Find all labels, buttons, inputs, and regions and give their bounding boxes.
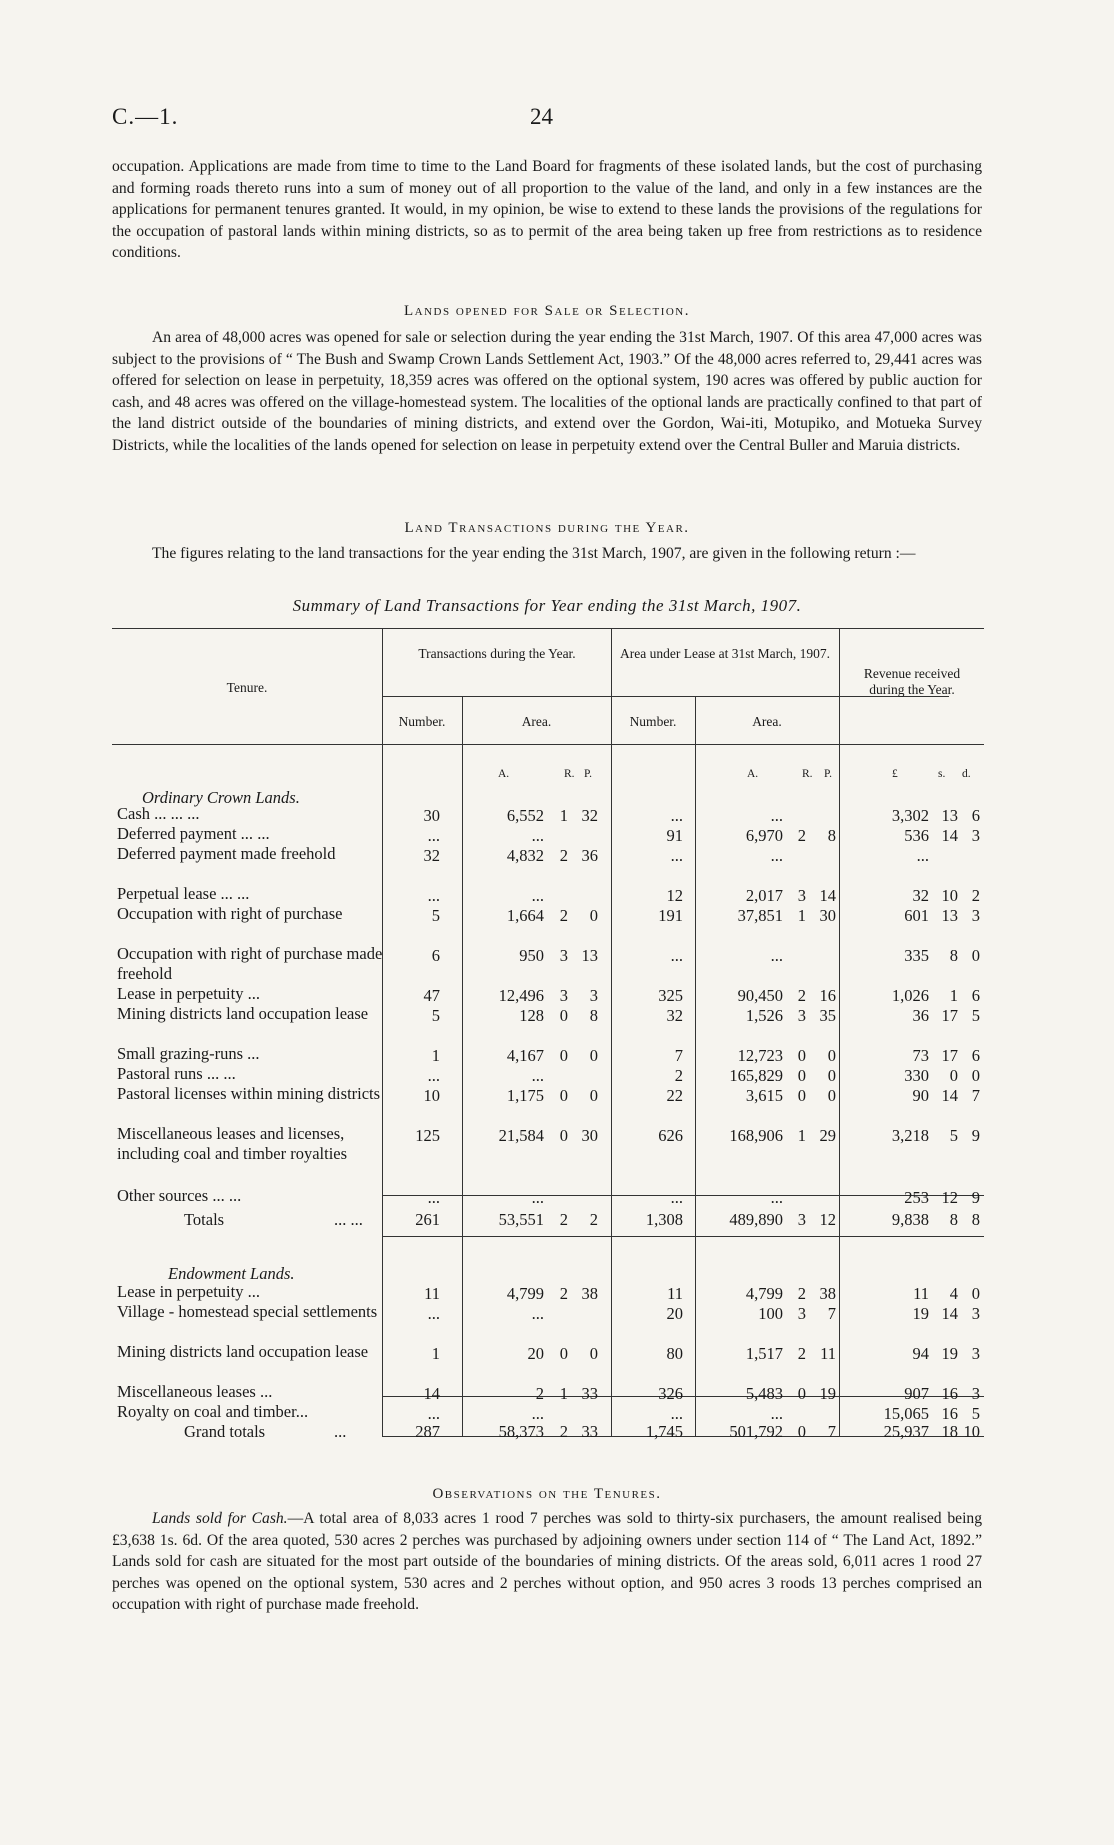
observations-lead: Lands sold for Cash. — [152, 1510, 288, 1527]
row-label-text: Mining districts land occupation lease — [117, 1342, 369, 1361]
row-leader-dots: ... ... ... — [150, 804, 200, 823]
row-label-text: Lease in perpetuity — [117, 1282, 244, 1301]
row-label — [117, 1124, 387, 1163]
cell-l-p: 29 — [819, 1126, 836, 1145]
cell-t-area: ... — [531, 1066, 544, 1085]
cell-rev-d: 8 — [971, 1210, 980, 1229]
cell-rev-l: 335 — [904, 946, 929, 965]
cell-l-area: 1,526 — [745, 1006, 783, 1025]
cell-rev-l: 73 — [912, 1046, 929, 1065]
cell-rev-s: 16 — [941, 1384, 958, 1403]
row-label-text: Pastoral runs — [117, 1064, 203, 1083]
row-label-text: Other sources — [117, 1186, 209, 1205]
cell-rev-s: 14 — [941, 1086, 958, 1105]
cell-l-r: 0 — [797, 1384, 806, 1403]
row-label — [117, 984, 387, 1004]
cell-t-num: 30 — [423, 806, 440, 825]
unit-t-p: P. — [584, 768, 592, 780]
cell-l-area: ... — [770, 1188, 783, 1207]
row-label-text: Miscellaneous leases and licenses, including coal and timber royalties — [117, 1124, 348, 1163]
series-label: C.—1. — [112, 104, 179, 129]
section-endowment-lands: Endowment Lands. — [168, 1264, 295, 1283]
row-label-text: Occupation with right of purchase — [117, 904, 343, 923]
row-leader-dots: ... — [253, 824, 270, 843]
cell-t-num: ... — [427, 1304, 440, 1323]
cell-rev-d: 2 — [971, 886, 980, 905]
row-label-text: Miscellaneous leases — [117, 1382, 256, 1401]
cell-l-area: 100 — [758, 1304, 783, 1323]
row-label — [117, 1402, 387, 1422]
row-label — [117, 844, 387, 864]
cell-t-num: 5 — [431, 906, 440, 925]
cell-t-r: 0 — [559, 1086, 568, 1105]
cell-rev-l: 536 — [904, 826, 929, 845]
cell-rev-d: 9 — [971, 1188, 980, 1207]
cell-l-area: 3,615 — [745, 1086, 783, 1105]
cell-l-p: 12 — [819, 1210, 836, 1229]
cell-l-area: ... — [770, 806, 783, 825]
cell-t-num: 287 — [415, 1422, 440, 1441]
cell-rev-s: 13 — [941, 806, 958, 825]
cell-l-num: ... — [670, 846, 683, 865]
cell-l-p: 16 — [819, 986, 836, 1005]
cell-t-r: 2 — [559, 906, 568, 925]
table-header-rule — [112, 744, 984, 745]
row-label — [117, 1044, 387, 1064]
unit-shillings: s. — [938, 768, 946, 780]
row-leader-dots: ... ... — [208, 1186, 242, 1205]
cell-rev-l: 907 — [904, 1384, 929, 1403]
row-leader-dots: ... ... — [202, 1064, 236, 1083]
row-leader-dots: ... ... — [216, 884, 250, 903]
cell-t-r: 0 — [559, 1046, 568, 1065]
summary-table — [112, 628, 984, 1458]
cell-l-r: 2 — [797, 1344, 806, 1363]
cell-l-r: 2 — [797, 826, 806, 845]
cell-t-r: 0 — [559, 1126, 568, 1145]
row-label-text: Pastoral licenses within mining districts — [117, 1084, 381, 1103]
cell-t-area: 950 — [519, 946, 544, 965]
cell-t-area: ... — [531, 1188, 544, 1207]
cell-l-p: 7 — [827, 1304, 836, 1323]
cell-t-r: 2 — [559, 1422, 568, 1441]
cell-l-r: 2 — [797, 1284, 806, 1303]
header-tenure: Tenure. — [226, 680, 268, 695]
row-label-text: Deferred payment ... — [117, 824, 254, 843]
heading-land-transactions: Land Transactions during the Year. — [404, 520, 690, 536]
cell-l-area: 37,851 — [737, 906, 783, 925]
row-label — [117, 1342, 387, 1362]
cell-rev-l: 3,302 — [891, 806, 929, 825]
unit-l-r: R. — [802, 768, 813, 780]
cell-t-r: 3 — [559, 986, 568, 1005]
cell-l-r: 3 — [797, 1210, 806, 1229]
cell-l-num: 11 — [667, 1284, 683, 1303]
cell-rev-l: 9,838 — [891, 1210, 929, 1229]
cell-l-num: 326 — [658, 1384, 683, 1403]
row-label-text: Village - homestead special settlements — [117, 1302, 378, 1321]
cell-l-area: ... — [770, 1404, 783, 1423]
cell-rev-s: 17 — [941, 1006, 958, 1025]
cell-l-num: 80 — [666, 1344, 683, 1363]
unit-l-a: A. — [747, 768, 759, 780]
cell-t-num: 1 — [431, 1046, 440, 1065]
cell-t-p: 0 — [589, 1086, 598, 1105]
cell-t-area: ... — [531, 886, 544, 905]
cell-l-p: 7 — [827, 1422, 836, 1441]
cell-l-r: 3 — [797, 886, 806, 905]
cell-rev-d: 0 — [971, 946, 980, 965]
cell-rev-d: 6 — [971, 1046, 980, 1065]
cell-l-r: 1 — [797, 1126, 806, 1145]
totals-label: Totals — [184, 1210, 225, 1229]
cell-t-num: ... — [427, 1404, 440, 1423]
header-lease: Area under Lease at 31st March, 1907. — [620, 646, 830, 661]
cell-rev-l: 3,218 — [891, 1126, 929, 1145]
cell-l-num: 22 — [666, 1086, 683, 1105]
cell-rev-s: 19 — [941, 1344, 958, 1363]
cell-l-num: 325 — [658, 986, 683, 1005]
cell-rev-d: 3 — [971, 906, 980, 925]
cell-l-num: 2 — [674, 1066, 683, 1085]
totals-dots: ... ... — [334, 1210, 363, 1229]
cell-rev-l: 32 — [912, 886, 929, 905]
table-caption: Summary of Land Transactions for Year ending the 31st March, 1907. — [292, 596, 802, 615]
cell-t-num: ... — [427, 1188, 440, 1207]
cell-t-p: 33 — [581, 1422, 598, 1441]
cell-rev-d: 3 — [971, 1304, 980, 1323]
cell-l-r: 0 — [797, 1066, 806, 1085]
header-transactions: Transactions during the Year. — [418, 646, 576, 661]
cell-t-num: 32 — [423, 846, 440, 865]
section-crown-lands: Ordinary Crown Lands. — [142, 788, 300, 807]
cell-l-area: 90,450 — [737, 986, 783, 1005]
intro-text: occupation. Applications are made from time to time to the Land Board for fragments of these isolated lands, but the cost of purchasing and forming roads thereto runs into a sum of money out of all proportion to the value of the land, and only in a few instances are the applications for permanent tenures granted. It would, in my opinion, be wise to extend to these lands the provisions of the regulations for the occupation of pastoral lands within mining districts, so as to permit of the area being taken up free from restrictions as to residence conditions. — [112, 158, 982, 262]
cell-t-area: 12,496 — [498, 986, 544, 1005]
cell-rev-s: 14 — [941, 1304, 958, 1323]
row-label-text: Occupation with right of purchase made freehold — [117, 944, 383, 983]
cell-l-p: 0 — [827, 1046, 836, 1065]
grand-totals-dots: ... — [334, 1422, 347, 1441]
cell-rev-s: 8 — [949, 946, 958, 965]
row-leader-dots: ... — [255, 1382, 273, 1401]
cell-rev-l: 25,937 — [883, 1422, 929, 1441]
row-label-text: Deferred payment made freehold — [117, 844, 336, 863]
cell-rev-l: 90 — [912, 1086, 929, 1105]
cell-l-num: 20 — [666, 1304, 683, 1323]
unit-pounds: £ — [892, 768, 898, 780]
row-label — [117, 1282, 387, 1302]
cell-t-area: ... — [531, 1304, 544, 1323]
header-t-area: Area. — [521, 714, 552, 729]
cell-l-area: ... — [770, 846, 783, 865]
heading-lands-opened: Lands opened for Sale or Selection. — [403, 303, 690, 319]
cell-l-p: 14 — [819, 886, 836, 905]
unit-t-r: R. — [564, 768, 575, 780]
cell-t-r: 2 — [559, 846, 568, 865]
unit-pence: d. — [962, 768, 971, 780]
unit-t-a: A. — [498, 768, 510, 780]
cell-t-p: 0 — [589, 906, 598, 925]
cell-t-area: 4,832 — [506, 846, 544, 865]
cell-t-area: ... — [531, 826, 544, 845]
cell-rev-l: 15,065 — [883, 1404, 929, 1423]
cell-rev-d: 3 — [971, 1384, 980, 1403]
cell-rev-l: 601 — [904, 906, 929, 925]
cell-l-area: 1,517 — [745, 1344, 783, 1363]
cell-rev-s: 0 — [949, 1066, 958, 1085]
row-label — [117, 904, 387, 924]
cell-l-num: 32 — [666, 1006, 683, 1025]
cell-rev-d: 0 — [971, 1284, 980, 1303]
cell-l-num: 191 — [658, 906, 683, 925]
cell-l-p: 8 — [827, 826, 836, 845]
cell-rev-s: 12 — [941, 1188, 958, 1207]
cell-rev-s: 16 — [941, 1404, 958, 1423]
row-label-text: Cash — [117, 804, 150, 823]
cell-l-r: 0 — [797, 1046, 806, 1065]
cell-t-num: 10 — [423, 1086, 440, 1105]
cell-t-area: 4,167 — [506, 1046, 544, 1065]
observations-paragraph — [112, 1508, 982, 1616]
cell-l-area: 4,799 — [745, 1284, 783, 1303]
cell-rev-s: 18 — [941, 1422, 958, 1441]
cell-t-area: 128 — [519, 1006, 544, 1025]
lands-opened-text: An area of 48,000 acres was opened for sale or selection during the year ending the 31st March, 1907. Of this area 47,000 acres was subject to the provisions of “ The Bush and Swamp Crown Lands Settlement Act, 1903.” Of the 48,000 acres referred to, 29,441 acres was offered for selection on lease in perpetuity, 18,359 acres was offered on the optional system, 190 acres was offered by public auction for cash, and 48 acres was offered on the village-homestead system. The localities of the optional lands are practically confined to that part of the land district outside of the boundaries of mining districts, and extend over the Gordon, Wai-iti, Motupiko, and Motueka Survey Districts, while the localities of the lands opened for selection on lease in perpetuity extend over the Central Buller and Maruia districts. — [112, 329, 982, 454]
cell-t-r: 0 — [559, 1344, 568, 1363]
cell-l-num: 1,745 — [645, 1422, 683, 1441]
cell-t-num: 261 — [415, 1210, 440, 1229]
cell-t-num: 6 — [431, 946, 440, 965]
cell-t-r: 0 — [559, 1006, 568, 1025]
row-label-text: Perpetual lease — [117, 884, 217, 903]
row-label-text: Mining districts land occupation lease — [117, 1004, 369, 1023]
land-transactions-paragraph — [112, 543, 982, 565]
cell-l-area: 2,017 — [745, 886, 783, 905]
lands-opened-paragraph — [112, 327, 982, 457]
cell-l-num: 7 — [674, 1046, 683, 1065]
cell-rev-d: 9 — [971, 1126, 980, 1145]
cell-t-area: 1,175 — [506, 1086, 544, 1105]
cell-t-num: 1 — [431, 1344, 440, 1363]
cell-rev-d: 5 — [971, 1006, 980, 1025]
cell-rev-l: 19 — [912, 1304, 929, 1323]
cell-t-num: ... — [427, 826, 440, 845]
row-label-text: Royalty on coal and timber... — [117, 1402, 309, 1421]
cell-t-p: 36 — [581, 846, 598, 865]
intro-paragraph — [112, 156, 982, 264]
cell-t-area: 1,664 — [506, 906, 544, 925]
header-t-number: Number. — [398, 714, 446, 729]
cell-rev-d: 7 — [971, 1086, 980, 1105]
cell-l-num: ... — [670, 946, 683, 965]
totals-rule-bottom — [382, 1236, 984, 1237]
cell-t-r: 3 — [559, 946, 568, 965]
cell-l-num: 1,308 — [645, 1210, 683, 1229]
cell-rev-l: 36 — [912, 1006, 929, 1025]
cell-rev-d: 6 — [971, 806, 980, 825]
cell-l-r: 3 — [797, 1304, 806, 1323]
cell-t-r: 1 — [559, 1384, 568, 1403]
row-label — [117, 824, 387, 844]
cell-l-num: ... — [670, 806, 683, 825]
cell-l-area: 168,906 — [729, 1126, 783, 1145]
row-leader-dots: ... — [243, 984, 260, 1003]
cell-rev-l: 94 — [912, 1344, 929, 1363]
cell-rev-s: 8 — [949, 1210, 958, 1229]
cell-t-area: 2 — [535, 1384, 544, 1403]
header-revenue: Revenue received during the Year. — [863, 666, 961, 697]
cell-t-r: 2 — [559, 1210, 568, 1229]
row-label — [117, 1382, 387, 1402]
cell-t-area: 4,799 — [506, 1284, 544, 1303]
land-transactions-text: The figures relating to the land transactions for the year ending the 31st March, 1907, are given in the following return :— — [152, 545, 916, 562]
row-label — [117, 884, 387, 904]
cell-rev-s: 4 — [949, 1284, 958, 1303]
cell-t-num: 14 — [423, 1384, 440, 1403]
cell-t-r: 1 — [559, 806, 568, 825]
cell-rev-s: 10 — [941, 886, 958, 905]
cell-t-num: 5 — [431, 1006, 440, 1025]
header-l-area: Area. — [752, 714, 782, 729]
cell-l-area: ... — [770, 946, 783, 965]
cell-rev-l: 253 — [904, 1188, 929, 1207]
cell-rev-l: 1,026 — [891, 986, 929, 1005]
cell-rev-d: 10 — [963, 1422, 980, 1441]
cell-l-r: 0 — [797, 1086, 806, 1105]
cell-l-r: 0 — [797, 1422, 806, 1441]
cell-t-p: 33 — [581, 1384, 598, 1403]
cell-t-area: 21,584 — [498, 1126, 544, 1145]
cell-rev-d: 6 — [971, 986, 980, 1005]
observations-body: —A total area of 8,033 acres 1 rood 7 perches was sold to thirty-six purchasers, the amount realised being £3,638 1s. 6d. Of the area quoted, 530 acres 2 perches was purchased by adjoining owners under section 114 of “ The Land Act, 1892.” Lands sold for cash are situated for the most part outside of the boundaries of mining districts. Of the areas sold, 6,011 acres 1 rood 27 perches was opened on the optional system, 530 acres and 2 perches without option, and 950 acres 3 roods 13 perches comprised an occupation with right of purchase made freehold. — [112, 1510, 982, 1614]
cell-rev-d: 3 — [971, 1344, 980, 1363]
cell-t-num: ... — [427, 886, 440, 905]
cell-t-num: 47 — [423, 986, 440, 1005]
row-label-text: Lease in perpetuity — [117, 984, 244, 1003]
cell-t-p: 13 — [581, 946, 598, 965]
heading-observations: Observations on the Tenures. — [432, 1486, 662, 1502]
row-leader-dots: ... — [243, 1044, 260, 1063]
grand-totals-label: Grand totals — [184, 1422, 266, 1441]
cell-l-r: 2 — [797, 986, 806, 1005]
cell-rev-s: 1 — [949, 986, 958, 1005]
cell-t-p: 30 — [581, 1126, 598, 1145]
cell-l-p: 35 — [819, 1006, 836, 1025]
cell-l-r: 3 — [797, 1006, 806, 1025]
cell-l-num: ... — [670, 1404, 683, 1423]
cell-rev-d: 3 — [971, 826, 980, 845]
row-label-text: Small grazing-runs — [117, 1044, 244, 1063]
header-l-number: Number. — [629, 714, 677, 729]
cell-l-r: 1 — [797, 906, 806, 925]
cell-t-num: ... — [427, 1066, 440, 1085]
row-label — [117, 1084, 387, 1104]
cell-rev-l: 330 — [904, 1066, 929, 1085]
cell-l-num: ... — [670, 1188, 683, 1207]
cell-l-p: 30 — [819, 906, 836, 925]
cell-rev-s: 17 — [941, 1046, 958, 1065]
row-leader-dots: ... — [243, 1282, 260, 1301]
row-label — [117, 944, 387, 983]
cell-l-p: 0 — [827, 1066, 836, 1085]
cell-t-r: 2 — [559, 1284, 568, 1303]
cell-rev-s: 13 — [941, 906, 958, 925]
cell-rev-l: ... — [916, 846, 929, 865]
cell-t-area: 6,552 — [506, 806, 544, 825]
cell-t-area: ... — [531, 1404, 544, 1423]
observations-text — [112, 1508, 982, 1616]
cell-t-p: 0 — [589, 1344, 598, 1363]
row-label — [117, 1186, 387, 1206]
cell-t-area: 53,551 — [498, 1210, 544, 1229]
cell-l-p: 38 — [819, 1284, 836, 1303]
table-top-rule — [112, 628, 984, 629]
cell-t-p: 8 — [589, 1006, 598, 1025]
cell-t-p: 2 — [589, 1210, 598, 1229]
cell-l-num: 91 — [666, 826, 683, 845]
cell-l-area: 165,829 — [729, 1066, 783, 1085]
row-label — [117, 1064, 387, 1084]
cell-t-p: 38 — [581, 1284, 598, 1303]
cell-l-num: 626 — [658, 1126, 683, 1145]
cell-l-area: 12,723 — [737, 1046, 783, 1065]
cell-l-area: 501,792 — [729, 1422, 783, 1441]
cell-t-area: 58,373 — [498, 1422, 544, 1441]
cell-rev-l: 11 — [913, 1284, 929, 1303]
unit-l-p: P. — [824, 768, 832, 780]
cell-rev-s: 5 — [949, 1126, 958, 1145]
cell-t-p: 3 — [589, 986, 598, 1005]
cell-l-p: 19 — [819, 1384, 836, 1403]
cell-l-num: 12 — [666, 886, 683, 905]
row-label — [117, 804, 387, 824]
cell-l-p: 11 — [820, 1344, 836, 1363]
cell-l-area: 6,970 — [745, 826, 783, 845]
cell-l-p: 0 — [827, 1086, 836, 1105]
cell-t-area: 20 — [527, 1344, 544, 1363]
cell-l-area: 489,890 — [729, 1210, 783, 1229]
cell-t-num: 11 — [424, 1284, 440, 1303]
cell-rev-s: 14 — [941, 826, 958, 845]
row-label — [117, 1302, 387, 1322]
cell-l-area: 5,483 — [745, 1384, 783, 1403]
cell-t-p: 32 — [581, 806, 598, 825]
cell-t-p: 0 — [589, 1046, 598, 1065]
row-label — [117, 1004, 387, 1024]
cell-rev-d: 5 — [971, 1404, 980, 1423]
cell-rev-d: 0 — [971, 1066, 980, 1085]
page-number: 24 — [530, 104, 553, 129]
cell-t-num: 125 — [415, 1126, 440, 1145]
